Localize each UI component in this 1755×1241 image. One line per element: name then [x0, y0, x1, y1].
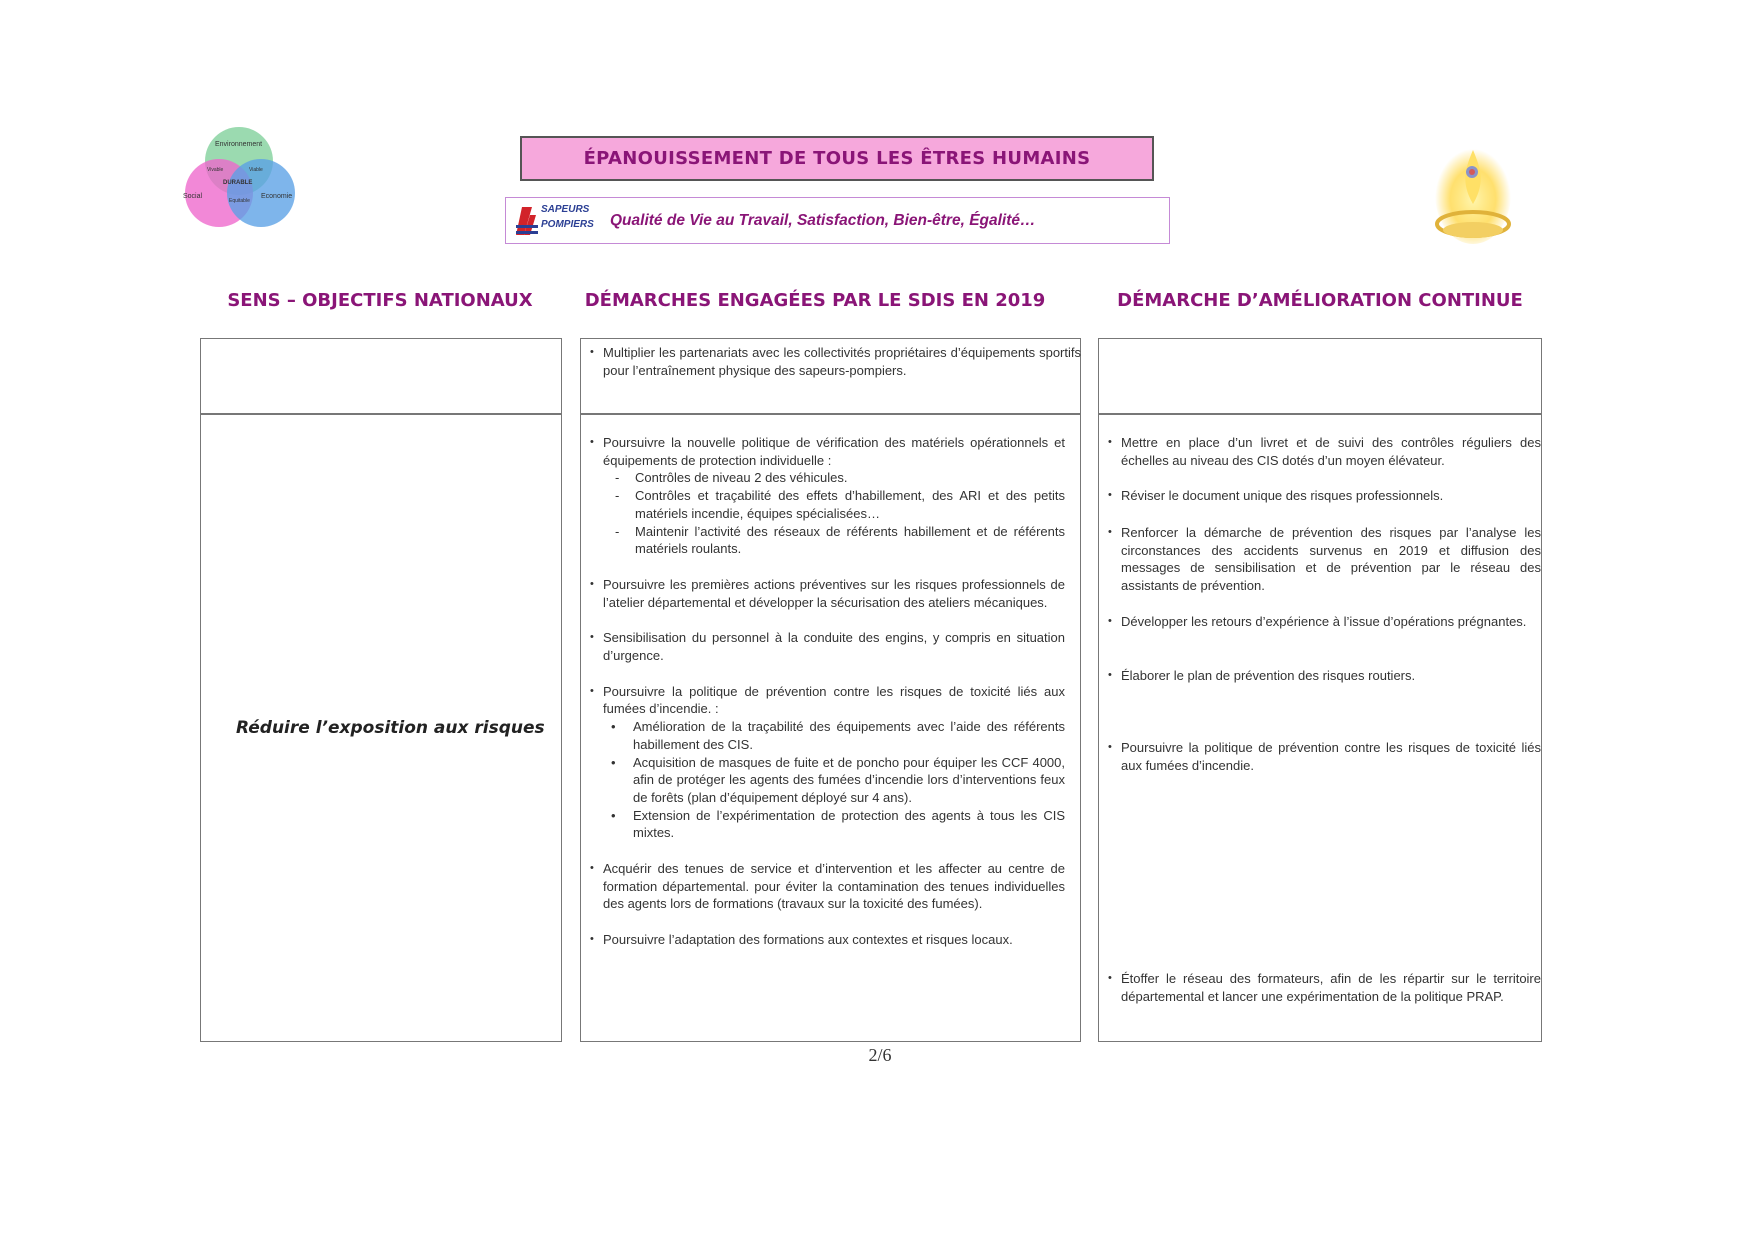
venn-viable-label: Viable — [249, 167, 263, 173]
venn-environment-label: Environnement — [215, 141, 263, 148]
venn-economic-label: Economie — [261, 193, 293, 200]
improvement-item: • Renforcer la démarche de prévention des risques par l’analyse les circonstances des accidents survenus en 2019 et diffusion des messages de sensibilisation et de prévention par le réseau des assistants de prévention. — [1105, 524, 1541, 595]
objective-cell-row2 — [200, 413, 562, 1042]
improvement-item: • Réviser le document unique des risques professionnels. — [1105, 487, 1541, 505]
column-header-objectives: SENS – OBJECTIFS NATIONAUX — [227, 290, 533, 311]
logo-text-2: POMPIERS — [541, 218, 594, 230]
venn-equitable-label: Equitable — [229, 198, 250, 204]
action-subitem: • Amélioration de la traçabilité des équipements avec l’aide des référents habillement des CIS. — [587, 718, 1065, 753]
improvement-cell-row2 — [1098, 413, 1542, 1042]
flame-emblem-icon — [1428, 132, 1518, 247]
improvement-item: • Mettre en place d’un livret et de suivi des contrôles réguliers des échelles au niveau des CIS dotés d’un moyen élévateur. — [1105, 434, 1541, 469]
improvement-item: • Poursuivre la politique de prévention contre les risques de toxicité liés aux fumées d’incendie. — [1105, 739, 1541, 774]
subtitle-box — [505, 197, 1170, 244]
action-subitem: - Contrôles et traçabilité des effets d’habillement, des ARI et des petits matériels incendie, équipes spécialisées… — [587, 487, 1065, 522]
page-subtitle: Qualité de Vie au Travail, Satisfaction, Bien-être, Égalité… — [610, 211, 1036, 229]
actions-cell-row1 — [580, 338, 1081, 415]
action-item: • Poursuivre la nouvelle politique de vérification des matériels opérationnels et équipements de protection individuelle : — [587, 434, 1065, 469]
action-item: • Poursuivre les premières actions préventives sur les risques professionnels de l’atelier départemental et développer la sécurisation des ateliers mécaniques. — [587, 576, 1065, 611]
logo-text-1: SAPEURS — [541, 203, 590, 215]
venn-center-label: DURABLE — [223, 180, 253, 186]
improvement-item: • Développer les retours d’expérience à l’issue d’opérations prégnantes. — [1105, 613, 1541, 631]
page-title-box — [520, 136, 1154, 181]
objective-label: Réduire l’exposition aux risques — [236, 717, 545, 738]
action-subitem: • Acquisition de masques de fuite et de poncho pour équiper les CCF 4000, afin de protéger les agents des fumées d’incendie lors d’interventions feux de forêts (plan d’équipement déployé sur 4 ans). — [587, 754, 1065, 807]
column-header-continuous-improvement: DÉMARCHE D’AMÉLIORATION CONTINUE — [1117, 290, 1523, 311]
page-number: 2/6 — [868, 1045, 892, 1065]
action-subitem: • Extension de l’expérimentation de protection des agents à tous les CIS mixtes. — [587, 807, 1065, 842]
action-item: • Sensibilisation du personnel à la conduite des engins, y compris en situation d’urgence. — [587, 629, 1065, 664]
actions-list — [587, 434, 1065, 949]
action-item: • Poursuivre la politique de prévention contre les risques de toxicité liés aux fumées d’incendie. : — [587, 683, 1065, 718]
sustainable-development-logo — [183, 125, 303, 230]
actions-cell-row2 — [580, 413, 1081, 1042]
column-header-actions-2019: DÉMARCHES ENGAGÉES PAR LE SDIS EN 2019 — [584, 290, 1046, 311]
sapeurs-pompiers-logo — [514, 201, 594, 241]
action-item: • Acquérir des tenues de service et d’intervention et les affecter au centre de formation départemental. pour éviter la contamination des tenues individuelles des agents lors de formations (travaux sur la toxicité des fumées). — [587, 860, 1065, 913]
venn-livable-label: Vivable — [207, 167, 224, 173]
improvement-cell-row1 — [1098, 338, 1542, 415]
improvement-item: • Élaborer le plan de prévention des risques routiers. — [1105, 667, 1541, 685]
page-title: ÉPANOUISSEMENT DE TOUS LES ÊTRES HUMAINS — [583, 148, 1091, 169]
venn-social-label: Social — [183, 193, 203, 200]
action-subitem: - Maintenir l’activité des réseaux de référents habillement et de référents matériels roulants. — [587, 523, 1065, 558]
action-subitem: - Contrôles de niveau 2 des véhicules. — [587, 469, 1065, 487]
objective-cell-row1 — [200, 338, 562, 415]
improvement-item: • Étoffer le réseau des formateurs, afin de les répartir sur le territoire départemental et lancer une expérimentation de la politique PRAP. — [1105, 970, 1541, 1005]
action-item: • Poursuivre l’adaptation des formations aux contextes et risques locaux. — [587, 931, 1065, 949]
action-item: • Multiplier les partenariats avec les collectivités propriétaires d’équipements sportifs pour l’entraînement physique des sapeurs-pompiers. — [587, 344, 1081, 379]
